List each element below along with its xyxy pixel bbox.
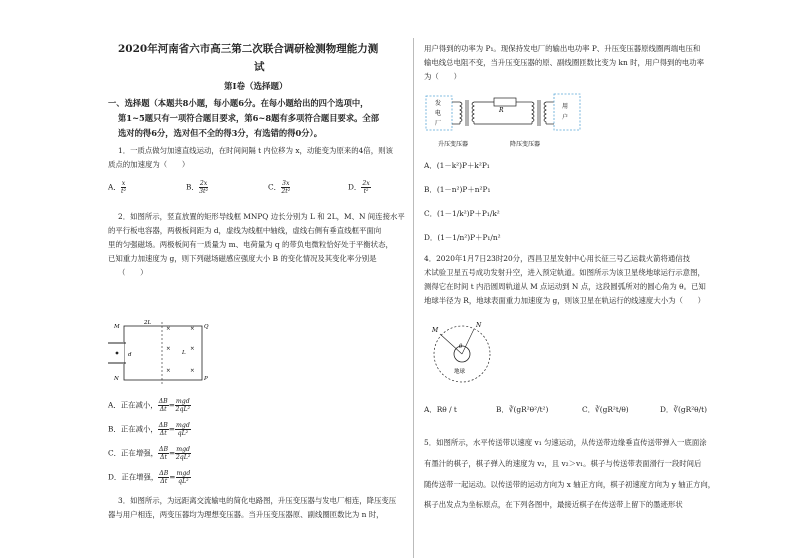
q3-coil-2 (472, 102, 474, 124)
q4-label-M: M (432, 327, 439, 334)
svg-text:×: × (166, 368, 171, 374)
q3-coil-4 (544, 102, 546, 124)
svg-text:户: 户 (562, 114, 569, 121)
q4-option-d[interactable]: D．∛(gR²θ/t) (660, 405, 707, 414)
svg-text:发: 发 (435, 100, 442, 107)
exam-title-line2: 试 (254, 61, 265, 73)
q2-label-L: L (182, 350, 186, 356)
q4-option-c[interactable]: C．∛(gR²t/θ) (582, 405, 629, 414)
q3-option-d[interactable]: D．(1－1/n²)P＋P₁/n² (424, 233, 501, 242)
exam-title-line1: 2020年河南省六市高三第二次联合调研检测物理能力测 (118, 43, 379, 55)
section-heading-line3: 选对的得6分，选对但不全的得3分，有选错的得0分）。 (118, 128, 322, 138)
q5-stem-line4: 棋子出发点为坐标原点，在下列各图中，最接近棋子在传送带上留下的墨迹形状 (424, 500, 683, 509)
q4-stem-line4: 地球半径为 R，地球表面重力加速度为 g，则该卫星在轨运行的线速度大小为（ ） (424, 296, 706, 305)
q1-option-b[interactable]: B． $\frac{2x}{\text{3t²}}$ (186, 180, 208, 195)
q2-label-2L: 2L (144, 320, 152, 326)
q1-option-c[interactable]: C． $\frac{3x}{\text{2t²}}$ (268, 180, 291, 195)
column-divider (413, 38, 414, 558)
q3-option-a[interactable]: A．(1－k²)P＋k²P₁ (424, 161, 490, 170)
q2-option-d[interactable]: D．正在增强， $\frac{\Delta B}{\Delta t}$ = $\frac{\text{mgd}}{\text{qL²}}$ (108, 470, 191, 485)
q2-label-Q: Q (204, 324, 209, 330)
q5-stem-line1: 5．如图所示，水平传送带以速度 v₁ 匀速运动，从传送带边缘垂直传送带弹入一底面涂 (424, 438, 707, 447)
svg-text:×: × (166, 326, 171, 332)
q4-option-b[interactable]: B．∛(gR²θ²/t²) (496, 405, 549, 414)
svg-text:×: × (190, 326, 195, 332)
q4-orbit-figure (426, 318, 506, 384)
q2-charged-particle (116, 352, 119, 355)
q3-stem-line5: 为（ ） (424, 72, 461, 81)
q4-label-earth: 地球 (454, 369, 466, 375)
q4-label-theta: θ (459, 344, 463, 350)
q1-stem-line1: 1．一质点做匀加速直线运动，在时间间隔 t 内位移为 x，动能变为原来的4倍，则该 (118, 146, 393, 155)
q4-stem-line3: 测得它在时间 t 内沿圆周轨道从 M 点运动到 N 点，这段圆弧所对的圆心角为 θ。已知 (424, 282, 706, 291)
q4-option-a[interactable]: A．Rθ / t (424, 405, 457, 414)
q3-resistor (494, 98, 516, 106)
volume-heading: 第Ⅰ卷（选择题） (224, 82, 288, 92)
svg-text:R: R (499, 107, 504, 114)
q3-step-up-label: 升压变压器 (438, 141, 469, 148)
svg-text:用: 用 (562, 103, 569, 110)
q2-stem-line5: （ ） (118, 268, 148, 277)
q1-option-a[interactable]: A． $\frac{x}{\text{t²}}$ (108, 180, 126, 195)
q2-stem-line2: 的平行板电容器，两极板间距为 d，虚线为线框中轴线，虚线右侧有垂直线框平面向 (108, 226, 382, 235)
q2-label-P: P (204, 376, 208, 382)
q2-option-a[interactable]: A．正在减小， $\frac{\Delta B}{\Delta t}$ = $\frac{\text{mgd}}{\text{2qL²}}$ (108, 398, 191, 413)
svg-text:厂: 厂 (435, 120, 442, 127)
q2-stem-line4: 已知重力加速度为 g，则下列磁场磁感应强度大小 B 的变化情况及其变化率分别是 (108, 254, 377, 263)
q3-coil-3 (532, 102, 534, 124)
q5-stem-line2: 有墨汁的棋子，棋子弹入的速度为 v₂，且 v₂＞v₁。棋子与传送带表面滑行一段时间后 (424, 459, 702, 468)
q4-label-N: N (476, 322, 482, 329)
svg-text:电: 电 (435, 110, 442, 117)
svg-text:×: × (190, 346, 195, 352)
q3-transmission-figure (424, 88, 584, 154)
q3-stem-line3: 用户得到的功率为 P₁。现保持发电厂的输出电功率 P、升压变压器原线圈两端电压和 (424, 44, 701, 53)
q1-stem-line2: 质点的加速度为（ ） (108, 160, 190, 169)
q4-stem-line1: 4．2020年1月7日23时20分，西昌卫星发射中心用长征三号乙运载火箭将通信技 (424, 254, 691, 263)
q2-label-N: N (114, 376, 119, 382)
q2-label-d: d (128, 352, 132, 358)
section-heading-line2: 第1~5题只有一项符合题目要求，第6~8题有多项符合题目要求。全部 (118, 113, 380, 123)
q3-stem-line2: 器与用户相连，两变压器均为理想变压器。当升压变压器原、副线圈匝数比为 n 时， (108, 510, 384, 519)
q2-option-c[interactable]: C．正在增强， $\frac{\Delta B}{\Delta t}$ = $\frac{\text{mgd}}{\text{2qL²}}$ (108, 446, 191, 461)
q2-label-M: M (114, 324, 120, 330)
svg-text:×: × (166, 346, 171, 352)
q3-step-down-label: 降压变压器 (510, 141, 541, 148)
q1-option-d[interactable]: D． $\frac{2x}{\text{t²}}$ (348, 180, 370, 195)
q5-stem-line3: 随传送带一起运动。以传送带的运动方向为 x 轴正方向，棋子初速度方向为 y 轴正方向， (424, 480, 716, 489)
q3-user-box (554, 94, 580, 130)
q2-stem-line1: 2．如图所示，竖直放置的矩形导线框 MNPQ 边长分别为 L 和 2L，M、N 间连接水平 (118, 212, 405, 221)
q2-option-b[interactable]: B．正在减小， $\frac{\Delta B}{\Delta t}$ = $\frac{\text{mgd}}{\text{qL²}}$ (108, 422, 190, 437)
q3-option-b[interactable]: B．(1－n²)P＋n²P₁ (424, 185, 491, 194)
q4-stem-line2: 术试验卫星五号成功发射升空，进入预定轨道。如图所示为该卫星绕地球运行示意图， (424, 268, 705, 277)
section-heading: 一、选择题（本题共8小题，每小题6分。在每小题给出的四个选项中， (108, 98, 369, 108)
svg-text:×: × (190, 368, 195, 374)
q2-circuit-figure (104, 316, 214, 388)
q3-coil-1 (460, 102, 462, 124)
q3-stem-line4: 输电线总电阻不变，当升压变压器的原、副线圈匝数比变为 kn 时，用户得到的电功率 (424, 58, 705, 67)
q3-stem-line1: 3．如图所示，为远距离交流输电的简化电路图，升压变压器与发电厂相连，降压变压 (118, 496, 397, 505)
q2-stem-line3: 里的匀强磁场。两极板间有一质量为 m、电荷量为 q 的带负电微粒恰好处于平衡状态， (108, 240, 393, 249)
q3-option-c[interactable]: C．(1－1/k²)P＋P₁/k² (424, 209, 500, 218)
